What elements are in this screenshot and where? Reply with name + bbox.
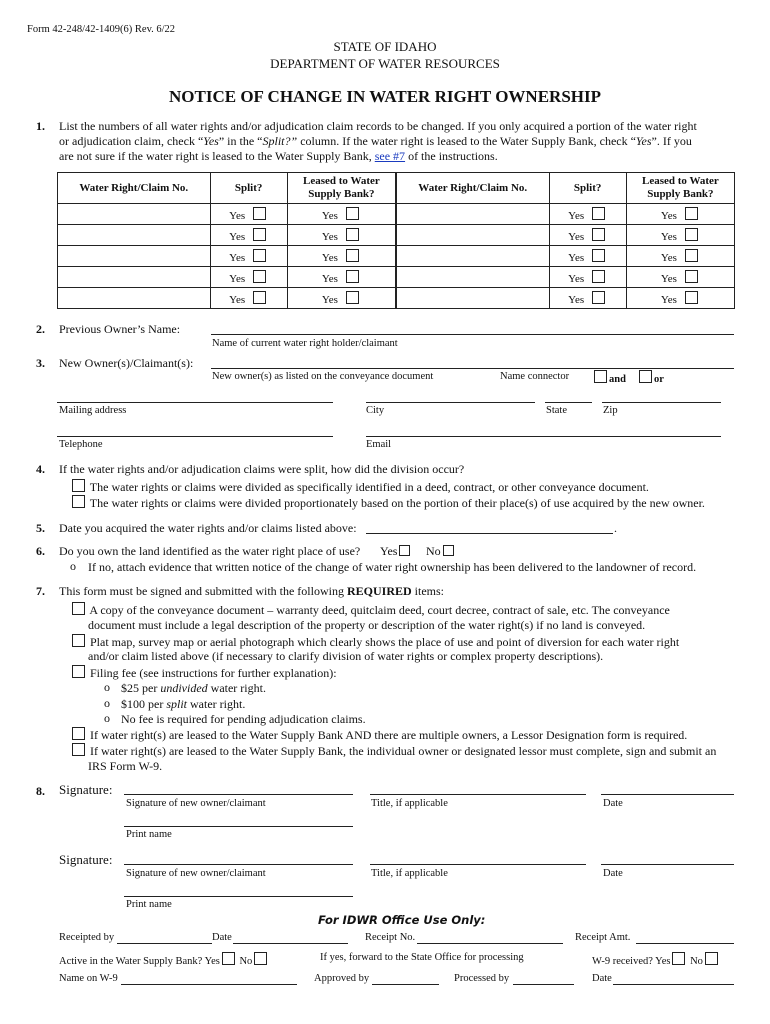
print-name-field-1[interactable] (124, 826, 353, 827)
office-date-label: Date (212, 932, 232, 943)
active-no-checkbox[interactable] (254, 952, 267, 965)
title-field-1[interactable] (370, 794, 586, 795)
col-header-claim-no: Water Right/Claim No. (58, 173, 211, 204)
leased-cell (287, 267, 396, 288)
active-yes-checkbox[interactable] (222, 952, 235, 965)
q5-end: . (614, 521, 617, 535)
q1-line3: are not sure if the water right is leased to the Water Supply Bank, see #7 of the instructions. (59, 149, 498, 163)
q4-number: 4. (36, 462, 45, 476)
signature-field-1[interactable] (124, 794, 353, 795)
table-row (58, 288, 735, 309)
receipt-no-field[interactable] (417, 943, 563, 944)
mailing-address-field[interactable] (57, 402, 333, 403)
yes-label: Yes (229, 209, 246, 222)
leased-checkbox[interactable] (346, 228, 359, 241)
split-checkbox[interactable] (592, 228, 605, 241)
table-row (58, 204, 735, 225)
split-checkbox[interactable] (253, 228, 266, 241)
leased-checkbox[interactable] (685, 270, 698, 283)
split-cell (210, 267, 287, 288)
split-checkbox[interactable] (592, 291, 605, 304)
split-cell (210, 246, 287, 267)
yes-label: Yes (321, 272, 338, 285)
split-cell (210, 225, 287, 246)
leased-cell (626, 267, 734, 288)
q7-item-1: A copy of the conveyance document – warranty deed, quitclaim deed, court decree, contract of sale, etc. The conveyance (70, 602, 670, 618)
q8-number: 8. (36, 784, 45, 798)
zip-field[interactable] (602, 402, 721, 403)
leased-cell (287, 225, 396, 246)
q7-item-2-checkbox[interactable] (72, 634, 85, 647)
yes-label: Yes (321, 209, 338, 222)
fee-3: No fee is required for pending adjudication claims. (121, 712, 366, 726)
zip-label: Zip (603, 405, 618, 416)
col-header-leased-2: Leased to Water Supply Bank? (626, 173, 734, 204)
claim-no-cell[interactable] (396, 288, 549, 309)
split-cell (549, 246, 626, 267)
connector-or: or (637, 370, 664, 385)
office-date2-label: Date (592, 973, 612, 984)
leased-cell (287, 246, 396, 267)
receipted-by-field[interactable] (117, 943, 212, 944)
claim-no-cell[interactable] (58, 267, 211, 288)
q1-text (59, 119, 697, 164)
name-on-w9-label: Name on W-9 (59, 973, 118, 984)
q6-number: 6. (36, 544, 45, 558)
split-cell (549, 204, 626, 225)
leased-checkbox[interactable] (685, 249, 698, 262)
w9-no-checkbox[interactable] (705, 952, 718, 965)
q7-item-4: If water right(s) are leased to the Water Supply Bank AND there are multiple owners, a Lessor Designation form is required. (70, 727, 687, 743)
leased-cell (626, 225, 734, 246)
q7-item-2: Plat map, survey map or aerial photograph which clearly shows the place of use and point of diversion for each water right (70, 634, 679, 650)
fee-bullet-2: o (104, 696, 110, 710)
office-date-field[interactable] (233, 943, 348, 944)
yes-label: Yes (660, 272, 677, 285)
signature-label-1: Signature: (59, 782, 113, 797)
name-on-w9-field[interactable] (121, 984, 297, 985)
email-field[interactable] (366, 436, 721, 437)
q6-no-checkbox[interactable] (443, 545, 454, 556)
col-header-split-2: Split? (549, 173, 626, 204)
instructions-link[interactable]: see #7 (374, 149, 406, 163)
split-cell (549, 288, 626, 309)
split-checkbox[interactable] (253, 291, 266, 304)
q6-yes-checkbox[interactable] (399, 545, 410, 556)
q6-label: Do you own the land identified as the water right place of use? (59, 544, 361, 558)
fee-bullet-1: o (104, 680, 110, 694)
col-header-split: Split? (210, 173, 287, 204)
q7-item-3: Filing fee (see instructions for further explanation): (70, 665, 337, 681)
signature-label-2: Signature: (59, 852, 113, 867)
yes-label: Yes (229, 230, 246, 243)
split-cell (210, 204, 287, 225)
claim-no-cell[interactable] (396, 204, 549, 225)
q2-number: 2. (36, 322, 45, 336)
q7-label: This form must be signed and submitted with the following REQUIRED items: (59, 584, 445, 598)
table-row (58, 225, 735, 246)
mailing-address-label: Mailing address (59, 405, 127, 416)
city-label: City (366, 405, 385, 416)
claim-no-cell[interactable] (396, 246, 549, 267)
q4-option-2: The water rights or claims were divided proportionately based on the portion of their place(s) of use acquired by the new owner. (70, 495, 705, 511)
approved-by-label: Approved by (314, 973, 370, 984)
col-header-leased: Leased to Water Supply Bank? (287, 173, 396, 204)
fee-bullet-3: o (104, 711, 110, 725)
q6-yes: Yes (380, 544, 412, 559)
table-row (58, 267, 735, 288)
claim-no-cell[interactable] (58, 246, 211, 267)
receipted-by-label: Receipted by (59, 932, 115, 943)
split-checkbox[interactable] (253, 249, 266, 262)
q3-label: New Owner(s)/Claimant(s): (59, 356, 194, 370)
yes-label: Yes (321, 293, 338, 306)
date-caption-2: Date (603, 868, 623, 879)
q7-number: 7. (36, 584, 45, 598)
print-caption-1: Print name (126, 829, 172, 840)
yes-label: Yes (568, 230, 585, 243)
col-header-claim-no-2: Water Right/Claim No. (396, 173, 549, 204)
q7-item-1-checkbox[interactable] (72, 602, 85, 615)
q4-option-1: The water rights or claims were divided as specifically identified in a deed, contract, or other conveyance document. (70, 479, 649, 495)
state-field[interactable] (545, 402, 592, 403)
q7-item-3-checkbox[interactable] (72, 665, 85, 678)
form-id: Form 42-248/42-1409(6) Rev. 6/22 (27, 24, 176, 35)
claim-no-cell[interactable] (396, 225, 549, 246)
q5-number: 5. (36, 521, 45, 535)
yes-label: Yes (321, 230, 338, 243)
previous-owner-field[interactable] (211, 334, 734, 335)
split-cell (549, 267, 626, 288)
q7-item-1-cont: document must include a legal description of the property or description of the water right(s) if no land is conveyed. (88, 618, 646, 632)
processed-by-field[interactable] (513, 984, 574, 985)
claim-no-cell[interactable] (58, 288, 211, 309)
q2-label: Previous Owner’s Name: (59, 322, 181, 336)
split-checkbox[interactable] (592, 207, 605, 220)
leased-cell (626, 204, 734, 225)
active-wsb-label: Active in the Water Supply Bank? Yes No (59, 952, 269, 967)
q1-line1: List the numbers of all water rights and/or adjudication claim records to be changed. If you only acquired a portion of the water right (59, 119, 697, 133)
city-field[interactable] (366, 402, 535, 403)
leased-checkbox[interactable] (346, 207, 359, 220)
claim-no-cell[interactable] (396, 267, 549, 288)
q5-label: Date you acquired the water rights and/or claims listed above: (59, 521, 357, 535)
yes-label: Yes (321, 251, 338, 264)
state-name: STATE OF IDAHO (333, 39, 437, 54)
q3-number: 3. (36, 356, 45, 370)
date-field-2[interactable] (601, 864, 734, 865)
leased-checkbox[interactable] (685, 228, 698, 241)
q7-item-4-checkbox[interactable] (72, 727, 85, 740)
state-label: State (546, 405, 567, 416)
q6-no: No (426, 544, 456, 559)
title-caption-2: Title, if applicable (371, 868, 448, 879)
connector-or-checkbox[interactable] (639, 370, 652, 383)
yes-label: Yes (229, 293, 246, 306)
q4-option-2-checkbox[interactable] (72, 495, 85, 508)
approved-by-field[interactable] (372, 984, 439, 985)
office-date2-field[interactable] (613, 984, 734, 985)
office-use-heading: For IDWR Office Use Only: (318, 913, 486, 927)
new-owner-field[interactable] (211, 368, 734, 369)
q7-item-2-cont: and/or claim listed above (if necessary to clarify division of water rights or complex property descriptions). (88, 649, 604, 663)
table-row (58, 246, 735, 267)
date-caption-1: Date (603, 798, 623, 809)
split-checkbox[interactable] (592, 270, 605, 283)
split-checkbox[interactable] (592, 249, 605, 262)
leased-checkbox[interactable] (346, 291, 359, 304)
title-caption-1: Title, if applicable (371, 798, 448, 809)
yes-label: Yes (660, 230, 677, 243)
q6-sub: If no, attach evidence that written notice of the change of water right ownership has been delivered to the landowner of record. (88, 560, 697, 574)
yes-label: Yes (660, 293, 677, 306)
name-connector-label: Name connector (500, 371, 570, 382)
receipt-amt-field[interactable] (636, 943, 734, 944)
connector-and-checkbox[interactable] (594, 370, 607, 383)
yes-label: Yes (660, 209, 677, 222)
leased-checkbox[interactable] (685, 207, 698, 220)
receipt-amt-label: Receipt Amt. (575, 932, 631, 943)
q1-number: 1. (36, 119, 45, 133)
yes-label: Yes (660, 251, 677, 264)
split-checkbox[interactable] (253, 207, 266, 220)
yes-label: Yes (229, 251, 246, 264)
sig-caption-2: Signature of new owner/claimant (126, 868, 266, 879)
w9-received: W-9 received? Yes No (592, 952, 720, 967)
q6-bullet: o (70, 559, 76, 573)
department-name: DEPARTMENT OF WATER RESOURCES (270, 56, 500, 71)
q7-item-5-cont: IRS Form W-9. (88, 759, 163, 773)
date-field-1[interactable] (601, 794, 734, 795)
signature-field-2[interactable] (124, 864, 353, 865)
q2-caption: Name of current water right holder/claimant (212, 338, 398, 349)
q4-label: If the water rights and/or adjudication claims were split, how did the division occur? (59, 462, 465, 476)
acquired-date-field[interactable] (366, 533, 613, 534)
leased-checkbox[interactable] (346, 249, 359, 262)
fee-1: $25 per undivided water right. (121, 681, 266, 695)
q7-item-5-checkbox[interactable] (72, 743, 85, 756)
leased-checkbox[interactable] (346, 270, 359, 283)
leased-checkbox[interactable] (685, 291, 698, 304)
yes-label: Yes (229, 272, 246, 285)
yes-label: Yes (568, 293, 585, 306)
telephone-field[interactable] (57, 436, 333, 437)
telephone-label: Telephone (59, 439, 103, 450)
print-name-field-2[interactable] (124, 896, 353, 897)
leased-cell (287, 204, 396, 225)
receipt-no-label: Receipt No. (365, 932, 416, 943)
q1-line2: or adjudication claim, check “Yes” in the “Split?” column. If the water right is leased to the Water Supply Bank, check “Yes”. If you (59, 134, 692, 148)
title-field-2[interactable] (370, 864, 586, 865)
split-cell (210, 288, 287, 309)
water-rights-table (57, 172, 735, 309)
email-label: Email (366, 439, 392, 450)
w9-yes-checkbox[interactable] (672, 952, 685, 965)
split-checkbox[interactable] (253, 270, 266, 283)
leased-cell (287, 288, 396, 309)
forward-note: If yes, forward to the State Office for processing (320, 952, 524, 963)
fee-2: $100 per split water right. (121, 697, 246, 711)
split-cell (549, 225, 626, 246)
yes-label: Yes (568, 251, 585, 264)
q7-item-5: If water right(s) are leased to the Water Supply Bank, the individual owner or designated lessor must complete, sign and submit an (70, 743, 716, 759)
leased-cell (626, 246, 734, 267)
connector-and: and (592, 370, 626, 385)
q3-caption: New owner(s) as listed on the conveyance document (212, 371, 434, 382)
print-caption-2: Print name (126, 899, 172, 910)
yes-label: Yes (568, 209, 585, 222)
processed-by-label: Processed by (454, 973, 510, 984)
claim-no-cell[interactable] (58, 225, 211, 246)
q4-option-1-checkbox[interactable] (72, 479, 85, 492)
claim-no-cell[interactable] (58, 204, 211, 225)
sig-caption-1: Signature of new owner/claimant (126, 798, 266, 809)
yes-label: Yes (568, 272, 585, 285)
page-title: NOTICE OF CHANGE IN WATER RIGHT OWNERSHIP (169, 87, 601, 106)
leased-cell (626, 288, 734, 309)
